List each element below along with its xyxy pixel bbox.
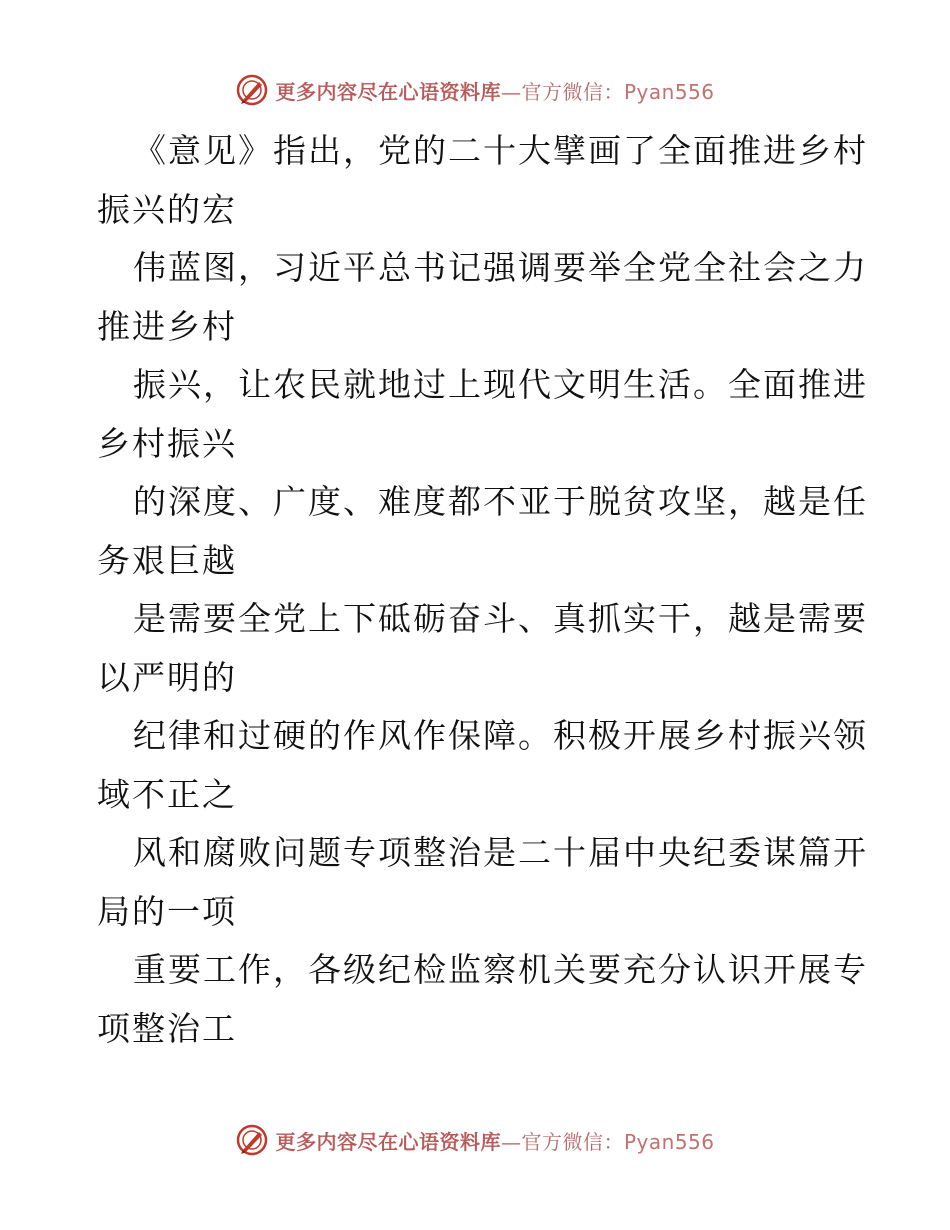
- body-line: 的深度、广度、难度都不亚于脱贫攻坚，越是任: [133, 482, 868, 521]
- body-line: 以严明的: [97, 657, 237, 697]
- footer-wechat-id: Pyan556: [623, 1129, 715, 1154]
- footer-slogan: 更多内容尽在心语资料库: [275, 1129, 501, 1154]
- body-line: 纪律和过硬的作风作保障。积极开展乡村振兴领: [133, 716, 868, 755]
- body-line: 《意见》指出，党的二十大擘画了全面推进乡村: [133, 131, 868, 170]
- body-line: 振兴的宏: [97, 189, 237, 229]
- body-line: 推进乡村: [97, 306, 237, 346]
- footer-banner: [0, 1120, 950, 1160]
- pen-logo-icon: [235, 1123, 269, 1157]
- body-line: 务艰巨越: [97, 540, 237, 580]
- body-line: 风和腐败问题专项整治是二十届中央纪委谋篇开: [133, 833, 868, 872]
- body-line: 振兴，让农民就地过上现代文明生活。全面推进: [133, 365, 868, 404]
- body-line: 项整治工: [97, 1008, 237, 1048]
- body-line: 局的一项: [97, 891, 237, 931]
- body-line: 乡村振兴: [97, 423, 237, 463]
- header-slogan: 更多内容尽在心语资料库: [275, 79, 501, 104]
- header-banner: [0, 70, 950, 110]
- footer-dash: —: [500, 1129, 522, 1154]
- header-wechat-label: 官方微信：: [521, 79, 624, 104]
- pen-logo-icon: [235, 73, 269, 107]
- header-wechat-id: Pyan556: [623, 79, 715, 104]
- header-dash: —: [500, 79, 522, 104]
- body-line: 是需要全党上下砥砺奋斗、真抓实干，越是需要: [133, 599, 868, 638]
- footer-wechat-label: 官方微信：: [521, 1129, 624, 1154]
- body-line: 伟蓝图，习近平总书记强调要举全党全社会之力: [133, 248, 868, 287]
- document-body: [97, 122, 868, 1058]
- body-line: 重要工作，各级纪检监察机关要充分认识开展专: [133, 950, 868, 989]
- body-line: 域不正之: [97, 774, 237, 814]
